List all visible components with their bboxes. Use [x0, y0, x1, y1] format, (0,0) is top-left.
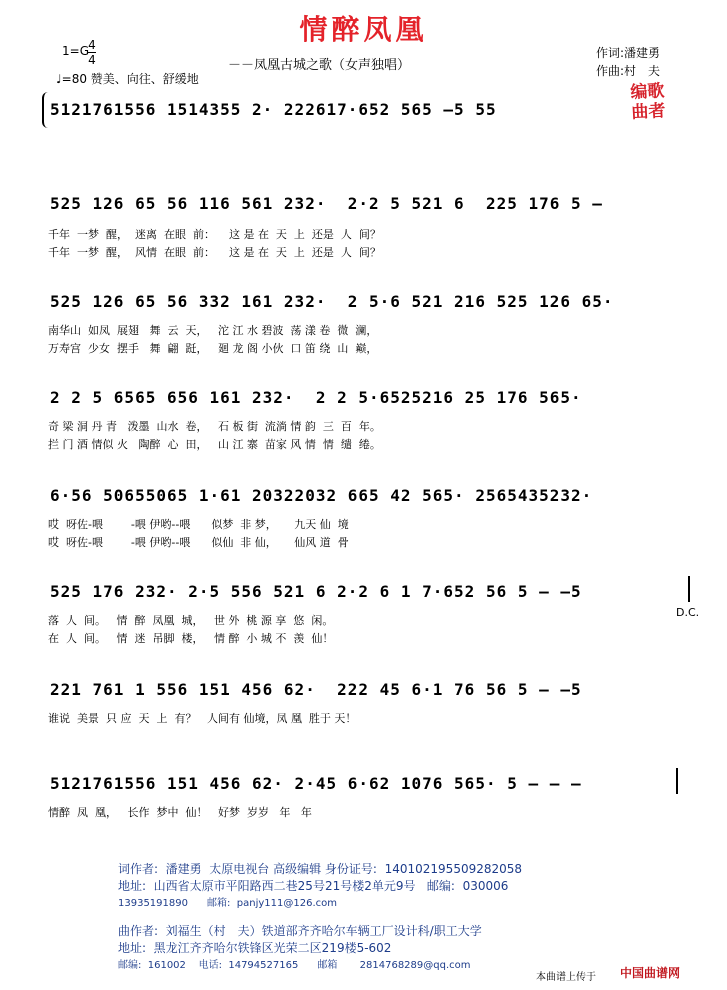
notes-row-1: 5121761556 1514355 2· 222617·652 565 –5 55	[50, 100, 497, 119]
notes-row-5: 6·56 50655065 1·61 20322032 665 42 565· 2565435232·	[50, 486, 593, 505]
system-bracket	[42, 92, 50, 128]
lyrics-row-2-verse-2: 千年 一梦 醒， 风情 在眼 前： 这 是 在 天 上 还是 人 间？	[48, 246, 381, 259]
lyrics-row-6-verse-2: 在 人 间。 情 迷 吊脚 楼， 情 醉 小 城 不 羡 仙！	[48, 632, 334, 645]
notes-row-2: 525 126 65 56 116 561 232· 2·2 5 521 6 225 176 5 –	[50, 194, 603, 213]
lyrics-row-2-verse-1: 千年 一梦 醒， 迷离 在眼 前： 这 是 在 天 上 还是 人 间？	[48, 228, 381, 241]
notes-row-4: 2 2 5 6565 656 161 232· 2 2 5·6525216 25 176 565·	[50, 388, 582, 407]
song-title: 情醉凤凰	[299, 13, 428, 46]
footer-lyricist-line: 词作者: 潘建勇 太原电视台 高级编辑 身份证号: 140102195509282058	[118, 862, 523, 876]
final-barline	[676, 768, 678, 794]
footer-composer-address: 地址: 黑龙江齐齐哈尔铁锋区光荣二区219楼5-602	[118, 941, 392, 955]
key-signature: 1=G	[62, 44, 89, 58]
notes-row-3: 525 126 65 56 332 161 232· 2 5·6 521 216 525 126 65·	[50, 292, 614, 311]
notes-row-6: 525 176 232· 2·5 556 521 6 2·2 6 1 7·652 56 5 – –5	[50, 582, 582, 601]
footer-composer-line: 曲作者: 刘福生（村 夫）铁道部齐齐哈尔车辆工厂设计科/职工大学	[118, 924, 482, 938]
subtitle: －－凤凰古城之歌（女声独唱）	[228, 58, 411, 73]
lyrics-row-7-verse-1: 谁说 美景 只 应 天 上 有？ 人间有 仙境，凤 凰 胜于 天！	[48, 712, 357, 725]
footer-lyricist-address: 地址: 山西省太原市平阳路西二巷25号21号楼2单元9号 邮编: 030006	[118, 879, 509, 893]
lyrics-row-4-verse-1: 奇 梁 洞 丹 青 泼墨 山水 卷， 石 板 街 流淌 情 韵 三 百 年。	[48, 420, 381, 433]
lyricist-credit: 作词:潘建勇	[596, 46, 661, 60]
tempo-marking: ♩=80 赞美、向往、舒缓地	[56, 72, 199, 86]
barline-repeat	[688, 576, 690, 602]
lyrics-row-3-verse-1: 南华山 如凤 展翅 舞 云 天， 沱 江 水 碧波 荡 漾 卷 微 澜，	[48, 324, 378, 337]
composer-credit: 作曲:村 夫	[596, 64, 661, 78]
da-capo-mark: D.C.	[676, 606, 700, 619]
time-signature	[88, 38, 96, 67]
site-watermark: 中国曲谱网	[620, 966, 681, 980]
notes-row-8: 5121761556 151 456 62· 2·45 6·62 1076 565· 5 – – –	[50, 774, 582, 793]
lyrics-row-5-verse-1: 哎 呀佐-喂 -喂 伊哟--喂 似梦 非 梦， 九天 仙 境	[48, 518, 349, 531]
lyrics-row-5-verse-2: 哎 呀佐-喂 -喂 伊哟--喂 似仙 非 仙， 仙风 道 骨	[48, 536, 349, 549]
lyrics-row-6-verse-1: 落 人 间。 情 醉 凤凰 城， 世 外 桃 源 享 悠 闲。	[48, 614, 334, 627]
time-signature-bottom: 4	[88, 53, 96, 67]
lyrics-row-8-verse-1: 情醉 凤 凰， 长作 梦中 仙！ 好梦 岁岁 年 年	[48, 806, 312, 819]
notes-row-7: 221 761 1 556 151 456 62· 222 45 6·1 76 56 5 – –5	[50, 680, 582, 699]
time-signature-top: 4	[88, 38, 96, 52]
footer-composer-contact: 邮编: 161002 电话: 14794527165 邮箱 2814768289@qq.com	[118, 960, 471, 971]
upload-note: 本曲谱上传于	[536, 972, 596, 983]
footer-lyricist-contact: 13935191890 邮箱: panjy111@126.com	[118, 898, 338, 909]
lyrics-row-3-verse-2: 万寿宫 少女 摆手 舞 翩 跹， 廻 龙 阁 小伙 口 笛 绕 山 巅，	[48, 342, 378, 355]
lyrics-row-4-verse-2: 拦 门 酒 情似 火 陶醉 心 田， 山 江 寨 苗家 风 情 情 缱 绻。	[48, 438, 381, 451]
stamp-logo: 编歌曲者	[629, 81, 666, 123]
